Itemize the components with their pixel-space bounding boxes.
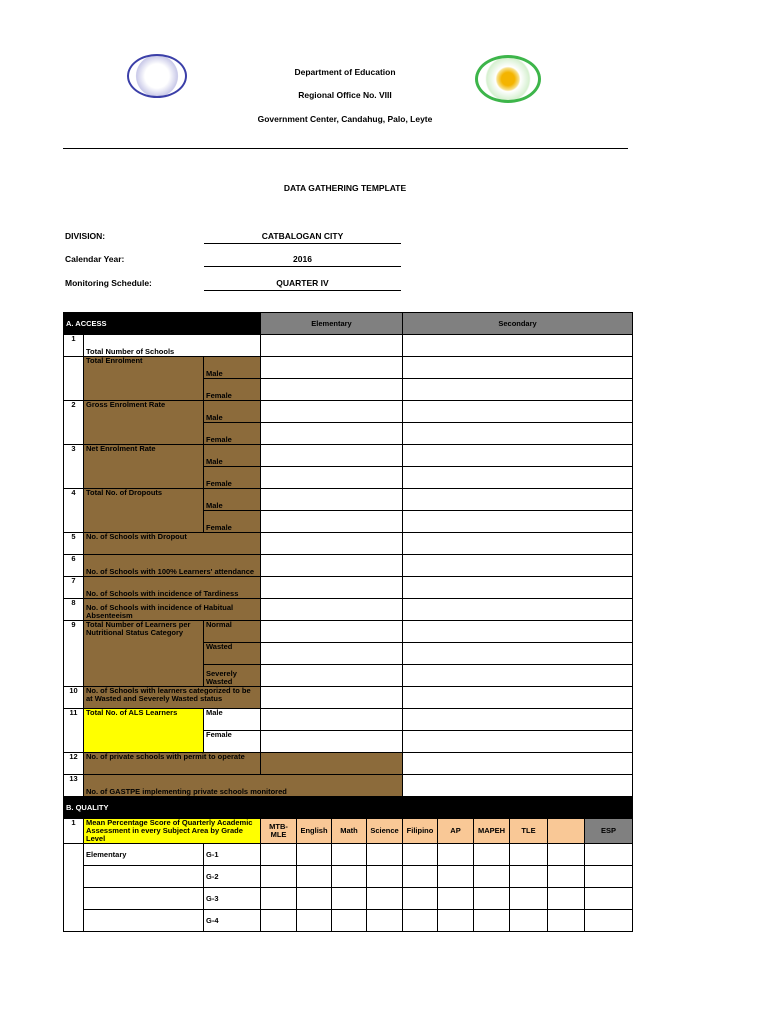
mps-label: Mean Percentage Score of Quarterly Academic Assessment in every Subject Area by Grade Level bbox=[84, 819, 261, 844]
subject-blank bbox=[548, 819, 585, 844]
table-row: Female bbox=[64, 467, 633, 489]
quality-header-row bbox=[64, 797, 633, 819]
table-row: Elementary G-1 bbox=[64, 844, 633, 866]
table-row: G-3 bbox=[64, 888, 633, 910]
division-value[interactable]: CATBALOGAN CITY bbox=[204, 231, 401, 244]
access-heading: A. ACCESS bbox=[64, 313, 261, 335]
header-line-2: Regional Office No. VIII bbox=[298, 90, 392, 100]
gastpe-label: No. of GASTPE implementing private schools monitored bbox=[84, 775, 403, 797]
table-row: 8 No. of Schools with incidence of Habitual Absenteeism bbox=[64, 599, 633, 621]
total-schools-label: Total Number of Schools bbox=[84, 335, 261, 357]
table-row: 7 No. of Schools with incidence of Tardiness bbox=[64, 577, 633, 599]
total-enrolment-label: Total Enrolment bbox=[84, 357, 204, 401]
attendance-label: No. of Schools with 100% Learners' attendance bbox=[84, 555, 261, 577]
subject-math: Math bbox=[332, 819, 367, 844]
access-header-row bbox=[64, 313, 633, 335]
subject-filipino: Filipino bbox=[403, 819, 438, 844]
division-label: DIVISION: bbox=[65, 231, 106, 241]
table-row: Female bbox=[64, 423, 633, 445]
monitoring-schedule-value[interactable]: QUARTER IV bbox=[204, 278, 401, 291]
ger-label: Gross Enrolment Rate bbox=[84, 401, 204, 445]
absenteeism-label: No. of Schools with incidence of Habitual Absenteeism bbox=[84, 599, 261, 621]
subject-esp: ESP bbox=[585, 819, 633, 844]
private-permit-label: No. of private schools with permit to operate bbox=[84, 753, 261, 775]
table-row: 13 No. of GASTPE implementing private schools monitored bbox=[64, 775, 633, 797]
table-row: G-2 bbox=[64, 866, 633, 888]
table-row: Female bbox=[64, 511, 633, 533]
nutrition-label: Total Number of Learners per Nutritional Status Category bbox=[84, 621, 204, 687]
quality-heading: B. QUALITY bbox=[64, 797, 633, 819]
header-line-3: Government Center, Candahug, Palo, Leyte bbox=[257, 114, 433, 124]
table-row: 6 No. of Schools with 100% Learners' attendance bbox=[64, 555, 633, 577]
schools-dropout-label: No. of Schools with Dropout bbox=[84, 533, 261, 555]
table-row: 4 Total No. of Dropouts Male bbox=[64, 489, 633, 511]
table-row: Female bbox=[64, 379, 633, 401]
calendar-year-value[interactable]: 2016 bbox=[204, 254, 401, 267]
dropouts-label: Total No. of Dropouts bbox=[84, 489, 204, 533]
table-row: Female bbox=[64, 731, 633, 753]
table-row: Wasted bbox=[64, 643, 633, 665]
level-label: Elementary bbox=[84, 844, 204, 866]
subject-header-row: 1 Mean Percentage Score of Quarterly Academic Assessment in every Subject Area by Grade Level MTB-MLE English Math Science Filipino AP MAPEH TLE ESP bbox=[64, 819, 633, 844]
subject-science: Science bbox=[367, 819, 403, 844]
col-elementary: Elementary bbox=[261, 313, 403, 335]
deped-seal-icon bbox=[127, 54, 187, 98]
table-row: 1 Total Number of Schools bbox=[64, 335, 633, 357]
als-label: Total No. of ALS Learners bbox=[84, 709, 204, 753]
monitoring-schedule-label: Monitoring Schedule: bbox=[65, 278, 152, 288]
subject-tle: TLE bbox=[510, 819, 548, 844]
table-row: 12 No. of private schools with permit to operate bbox=[64, 753, 633, 775]
form-title: DATA GATHERING TEMPLATE bbox=[283, 183, 407, 193]
subject-ap: AP bbox=[438, 819, 474, 844]
calendar-year-label: Calendar Year: bbox=[65, 254, 125, 264]
wasted-schools-label: No. of Schools with learners categorized to be at Wasted and Severely Wasted status bbox=[84, 687, 261, 709]
subject-mapeh: MAPEH bbox=[474, 819, 510, 844]
table-row: 10 No. of Schools with learners categorized to be at Wasted and Severely Wasted status bbox=[64, 687, 633, 709]
header-line-1: Department of Education bbox=[294, 67, 396, 77]
table-row: 11 Total No. of ALS Learners Male bbox=[64, 709, 633, 731]
table-row: Severely Wasted bbox=[64, 665, 633, 687]
table-row: 9 Total Number of Learners per Nutritional Status Category Normal bbox=[64, 621, 633, 643]
header-divider bbox=[63, 148, 628, 149]
subject-english: English bbox=[297, 819, 332, 844]
table-row: Total Enrolment Male bbox=[64, 357, 633, 379]
col-secondary: Secondary bbox=[403, 313, 633, 335]
table-row: 3 Net Enrolment Rate Male bbox=[64, 445, 633, 467]
subject-mtb-mle: MTB-MLE bbox=[261, 819, 297, 844]
table-row: 2 Gross Enrolment Rate Male bbox=[64, 401, 633, 423]
ner-label: Net Enrolment Rate bbox=[84, 445, 204, 489]
data-table bbox=[63, 312, 633, 932]
table-row: G-4 bbox=[64, 910, 633, 932]
tardiness-label: No. of Schools with incidence of Tardiness bbox=[84, 577, 261, 599]
table-row: 5 No. of Schools with Dropout bbox=[64, 533, 633, 555]
